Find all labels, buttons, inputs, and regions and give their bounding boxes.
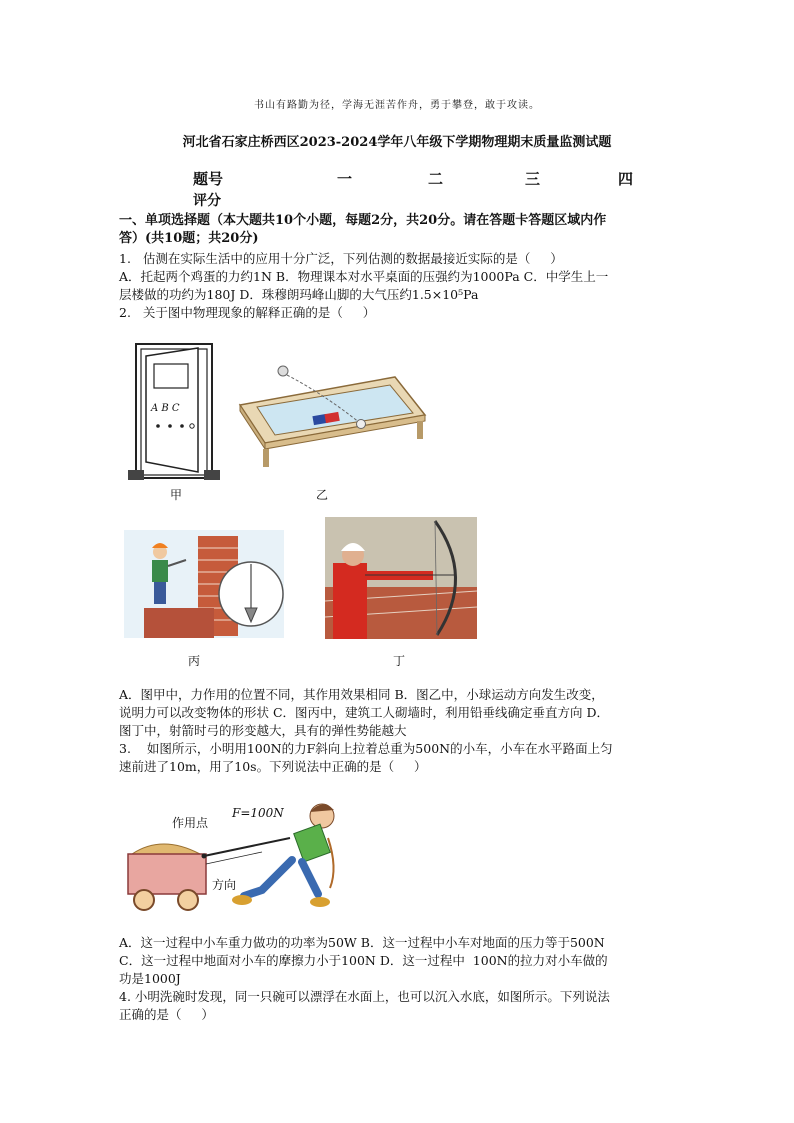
score-col-1: 一 [337, 170, 353, 188]
q4-stem-line2: 正确的是（ ） [119, 1007, 214, 1022]
q2-options-line1: A．图甲中，力作用的位置不同，其作用效果相同 B．图乙中，小球运动方向发生改变， [119, 687, 604, 702]
archer-photo [325, 517, 477, 639]
section-heading-line2: 答）(共10题；共20分) [119, 231, 259, 246]
fig-label-bing: 丙 [188, 654, 201, 668]
q1-stem: 1. 估测在实际生活中的应用十分广泛，下列估测的数据最接近实际的是（ ） [119, 251, 563, 266]
q3-options-line3: 功是1000J [119, 971, 181, 986]
q3-stem-line2: 速前进了10m，用了10s。下列说法中正确的是（ ） [119, 759, 427, 774]
fig-label-jia: 甲 [170, 488, 183, 502]
section-heading-line1: 一、单项选择题（本大题共10个小题，每题2分，共20分。请在答题卡答题区域内作 [119, 213, 607, 228]
q1-options-line2: 层楼做的功约为180J D．珠穆朗玛峰山脚的大气压约1.5×10⁵Pa [119, 287, 479, 302]
fig-label-ding: 丁 [393, 654, 406, 668]
fig-force-label: F=100N [232, 806, 284, 820]
motto-line: 书山有路勤为径，学海无涯苦作舟，勇于攀登，敢于攻读。 [254, 100, 540, 111]
q3-stem-line1: 3. 如图所示，小明用100N的力F斜向上拉着总重为500N的小车，小车在水平路面上匀 [119, 741, 613, 756]
builder-plumb-figure [124, 530, 284, 638]
q2-options-line2: 说明力可以改变物体的形状 C．图丙中，建筑工人砌墙时，利用铅垂线确定垂直方向 D． [119, 705, 610, 720]
score-col-4: 四 [618, 170, 634, 188]
magnet-table-figure [235, 365, 430, 470]
page-title: 河北省石家庄桥西区2023-2024学年八年级下学期物理期末质量监测试题 [182, 135, 612, 150]
score-col-2: 二 [428, 170, 444, 188]
fig-label-yi: 乙 [316, 488, 329, 502]
q2-options-line3: 图丁中，射箭时弓的形变越大，具有的弹性势能越大 [119, 723, 407, 738]
q3-options-line1: A．这一过程中小车重力做功的功率为50W B．这一过程中小车对地面的压力等于500N [119, 935, 605, 950]
q1-options-line1: A．托起两个鸡蛋的力约1N B．物理课本对水平桌面的压强约为1000Pa C．中学生上一 [119, 269, 609, 284]
score-label: 评分 [193, 193, 221, 209]
door-letters: A B C [151, 403, 180, 414]
q3-options-line2: C．这一过程中地面对小车的摩擦力小于100N D．这一过程中 100N的拉力对小车做的 [119, 953, 608, 968]
q2-stem: 2. 关于图中物理现象的解释正确的是（ ） [119, 305, 376, 320]
fig-direction-label: 方向 [212, 878, 237, 892]
fig-point-label: 作用点 [172, 816, 209, 830]
score-header-label: 题号 [193, 170, 224, 188]
score-col-3: 三 [525, 170, 541, 188]
q4-stem-line1: 4. 小明洗碗时发现，同一只碗可以漂浮在水面上，也可以沉入水底，如图所示。下列说法 [119, 989, 610, 1004]
